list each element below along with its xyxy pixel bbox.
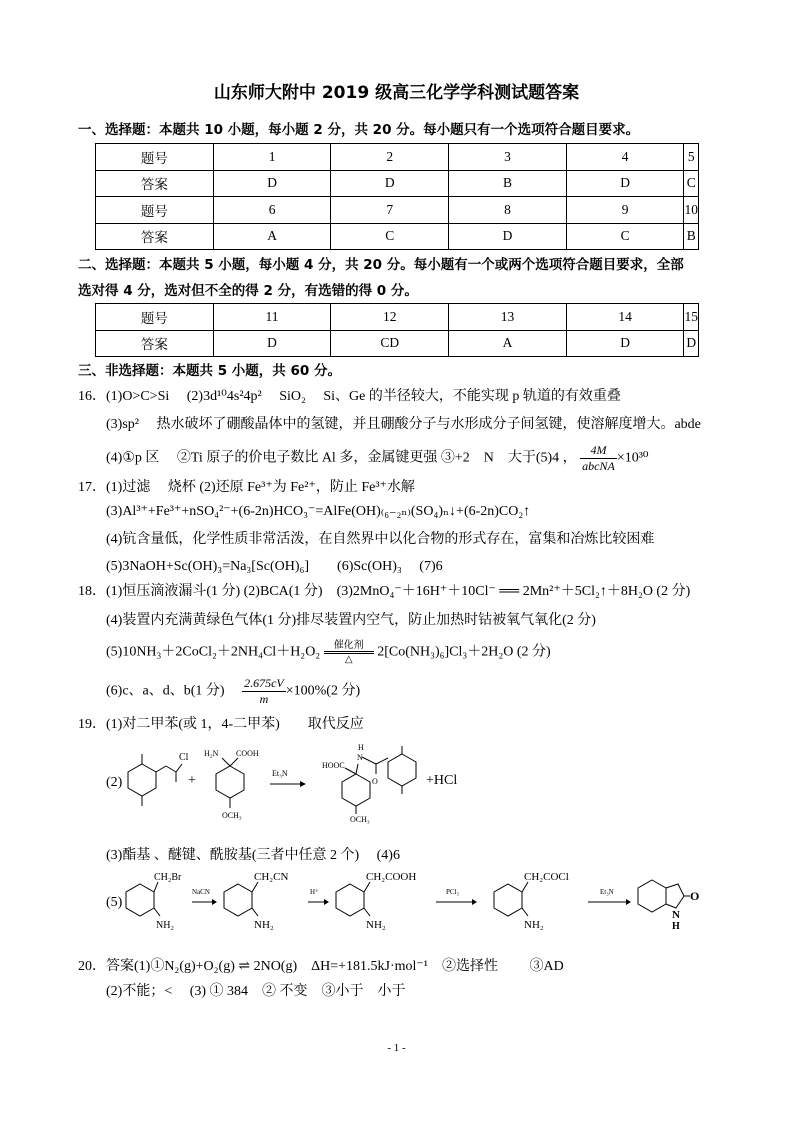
answer-cell: D bbox=[213, 330, 331, 357]
ring-3 bbox=[336, 884, 364, 916]
carbonyl-o-label: O bbox=[372, 777, 378, 786]
chain-bond bbox=[156, 766, 166, 772]
ring-1 bbox=[126, 884, 154, 916]
ch2br-label: CH₂Br bbox=[154, 872, 182, 883]
section-2-heading-line1: 二、选择题：本题共 5 小题，每小题 4 分，共 20 分。每小题有一个或两个选项符合题目要求，全部 bbox=[78, 257, 684, 273]
q18-catalyst-label: 催化剂 bbox=[333, 640, 364, 651]
arrow-3-head bbox=[472, 899, 477, 905]
q19-r2-label: (2) bbox=[106, 775, 123, 790]
nacn-label: NaCN bbox=[192, 888, 210, 896]
q19-synthesis-route bbox=[100, 866, 700, 936]
q18-frac-tail: ×100%(2 分) bbox=[285, 683, 361, 699]
chloro-label: Cl bbox=[179, 752, 189, 763]
row-header-cell: 题号 bbox=[96, 197, 214, 224]
q18-frac-numerator: 2.675cV bbox=[244, 676, 284, 690]
q19-reaction-2 bbox=[100, 740, 500, 830]
answer-cell: D bbox=[213, 170, 331, 197]
table-row bbox=[96, 304, 699, 331]
ch2cocl-bond bbox=[522, 882, 528, 892]
q20-line1 bbox=[78, 955, 564, 975]
q18-line1 bbox=[78, 580, 690, 600]
answer-cell: C bbox=[684, 170, 699, 197]
answer-cell: 4 bbox=[566, 144, 684, 171]
product-methoxy: OCH₃ bbox=[350, 815, 370, 824]
answer-cell: 7 bbox=[331, 197, 449, 224]
table-row bbox=[96, 197, 699, 224]
row-header-cell: 答案 bbox=[96, 223, 214, 250]
oxindole-ring bbox=[666, 884, 684, 908]
ch2cooh-label: CH₂COOH bbox=[366, 871, 417, 883]
q19-number: 19． bbox=[78, 717, 106, 732]
section-1-heading: 一、选择题：本题共 10 小题，每小题 2 分，共 20 分。每小题只有一个选项符合题目要求。 bbox=[78, 122, 640, 138]
h-plus-label: H⁺ bbox=[310, 888, 319, 896]
answer-table-1 bbox=[95, 143, 699, 250]
nh2-label-4: NH₂ bbox=[524, 919, 544, 931]
q16-fraction bbox=[580, 443, 617, 474]
q16-line3-text: (4)①p 区 ②Ti 原子的价电子数比 Al 多，金属键更强 ③+2 N 大于(5)4 ， bbox=[106, 450, 577, 466]
answer-cell: 5 bbox=[684, 144, 699, 171]
answer-cell: 3 bbox=[449, 144, 567, 171]
nh2-bond-1 bbox=[154, 908, 160, 916]
q19-r5-label: (5) bbox=[106, 895, 123, 910]
table-row bbox=[96, 144, 699, 171]
q17-line3: (4)钪含量低，化学性质非常活泼，在自然界中以化合物的形式存在，富集和冶炼比较困难 bbox=[106, 532, 655, 547]
q16-line2: (3)sp² 热水破坏了硼酸晶体中的氢键，并且硼酸分子与水形成分子间氢键，使溶解度增大。abde bbox=[106, 417, 701, 432]
answer-cell: C bbox=[566, 223, 684, 250]
answer-cell: A bbox=[449, 330, 567, 357]
nh2-label-1: NH₂ bbox=[156, 920, 174, 931]
q19-line1-text: (1)对二甲苯(或 1，4-二甲苯) 取代反应 bbox=[106, 717, 364, 732]
q16-frac-numerator: 4M bbox=[580, 443, 617, 459]
q18-eq-right: 2[Co(NH₃)₆]Cl₃＋2H₂O (2 分) bbox=[377, 644, 551, 660]
q18-eq-left: (5)10NH₃＋2CoCl₂＋2NH₄Cl＋H₂O₂ bbox=[106, 644, 321, 660]
ring-4 bbox=[494, 884, 522, 916]
nh2-label-3: NH₂ bbox=[366, 919, 386, 931]
q18-heat-label: △ bbox=[344, 654, 353, 665]
q16-frac-denominator: abcNA bbox=[582, 459, 615, 473]
answer-cell: B bbox=[684, 223, 699, 250]
section-3-heading: 三、非选择题：本题共 5 小题，共 60 分。 bbox=[78, 363, 341, 379]
hcl-label: +HCl bbox=[426, 773, 458, 788]
cl-bond bbox=[176, 764, 182, 772]
answer-cell: 13 bbox=[449, 304, 567, 331]
table-row bbox=[96, 330, 699, 357]
nh2-label-2: NH₂ bbox=[254, 919, 274, 931]
row-header-cell: 答案 bbox=[96, 330, 214, 357]
q18-line1-text: (1)恒压滴液漏斗(1 分) (2)BCA(1 分) (3)2MnO₄⁻＋16H⁺＋10Cl⁻ ══ 2Mn²⁺＋5Cl₂↑＋8H₂O (2 分) bbox=[106, 584, 691, 599]
oxindole-h-label: H bbox=[672, 921, 680, 932]
answer-cell: A bbox=[213, 223, 331, 250]
amide-n-label: N bbox=[357, 753, 363, 762]
q16-number: 16． bbox=[78, 389, 106, 404]
row-header-cell: 题号 bbox=[96, 304, 214, 331]
benzene-ring bbox=[128, 764, 156, 796]
q18-line2: (4)装置内充满黄绿色气体(1 分)排尽装置内空气，防止加热时钴被氧气氧化(2 分) bbox=[106, 613, 596, 628]
amine-label: H₂N bbox=[204, 749, 219, 758]
q18-line4 bbox=[106, 676, 360, 707]
answer-table-2 bbox=[95, 303, 699, 357]
answer-cell: 12 bbox=[331, 304, 449, 331]
answer-cell: D bbox=[566, 330, 684, 357]
q19-line1 bbox=[78, 713, 364, 733]
oxindole-n-label: N bbox=[672, 909, 680, 921]
q16-line3 bbox=[106, 443, 649, 474]
arrow-head bbox=[300, 781, 306, 787]
answer-cell: 14 bbox=[566, 304, 684, 331]
amide-h-label: H bbox=[358, 743, 364, 752]
q20-line1-text: 答案(1)①N₂(g)+O₂(g) ⇌ 2NO(g) ΔH=+181.5kJ·mol⁻¹ ②选择性 ③AD bbox=[106, 959, 564, 974]
plus-sign: + bbox=[188, 773, 196, 788]
answer-cell: 6 bbox=[213, 197, 331, 224]
q16-line1-text: (1)O>C>Si (2)3d¹⁰4s²4p² SiO₂ Si、Ge 的半径较大，不能实现 p 轨道的有效重叠 bbox=[106, 389, 621, 404]
nh2-bond-3 bbox=[364, 908, 370, 916]
product-benzene bbox=[388, 754, 416, 786]
row-header-cell: 题号 bbox=[96, 144, 214, 171]
methoxy-label: OCH₃ bbox=[222, 811, 242, 820]
cn-bond bbox=[356, 764, 358, 774]
nh2-bond-2 bbox=[252, 908, 258, 916]
q18-number: 18． bbox=[78, 584, 106, 599]
answer-cell: 9 bbox=[566, 197, 684, 224]
row-header-cell: 答案 bbox=[96, 170, 214, 197]
q20-number: 20． bbox=[78, 959, 106, 974]
c-cooh-bond bbox=[345, 768, 356, 774]
answer-cell: 8 bbox=[449, 197, 567, 224]
table-row bbox=[96, 170, 699, 197]
chain-bond bbox=[166, 766, 176, 772]
q16-frac-tail: ×10³⁰ bbox=[616, 450, 649, 466]
ring-2 bbox=[224, 884, 252, 916]
table-row bbox=[96, 223, 699, 250]
q18-line4-text: (6)c、a、d、b(1 分) bbox=[106, 683, 225, 699]
cooh-bond bbox=[230, 758, 238, 766]
q17-line2: (3)Al³⁺+Fe³⁺+nSO₄²⁻+(6-2n)HCO₃⁻=AlFe(OH)₍₆₋₂ₙ₎(SO₄)ₙ↓+(6-2n)CO₂↑ bbox=[106, 504, 531, 519]
q18-line3 bbox=[106, 640, 551, 665]
q17-line1 bbox=[78, 476, 415, 496]
ch2cn-bond bbox=[252, 882, 258, 892]
q17-number: 17． bbox=[78, 480, 106, 495]
answer-cell: CD bbox=[331, 330, 449, 357]
section-2-heading-line2: 选对得 4 分，选对但不全的得 2 分，有选错的得 0 分。 bbox=[78, 283, 418, 299]
answer-cell: 11 bbox=[213, 304, 331, 331]
carboxyl-label: COOH bbox=[236, 749, 259, 758]
q19-line3: (3)酯基 、醚键、酰胺基(三者中任意 2 个) (4)6 bbox=[106, 848, 400, 863]
nh2-bond bbox=[222, 758, 230, 766]
q18-eq-arrow bbox=[324, 640, 374, 665]
arrow-1-head bbox=[212, 899, 217, 905]
answer-cell: D bbox=[566, 170, 684, 197]
product-cooh-label: HOOC bbox=[322, 761, 345, 770]
page-footer: - 1 - bbox=[387, 1042, 406, 1054]
answer-cell: D bbox=[331, 170, 449, 197]
ch2-bond bbox=[376, 758, 388, 764]
pcl3-label: PCl₃ bbox=[446, 888, 459, 896]
q20-line2: (2)不能；< (3) ① 384 ② 不变 ③小于 小于 bbox=[106, 984, 406, 999]
answer-cell: 2 bbox=[331, 144, 449, 171]
answer-cell: 10 bbox=[684, 197, 699, 224]
q18-fraction bbox=[242, 676, 286, 707]
q17-line4: (5)3NaOH+Sc(OH)₃=Na₃[Sc(OH)₆] (6)Sc(OH)₃ (7)6 bbox=[106, 559, 443, 574]
arrow-4-head bbox=[626, 899, 631, 905]
ch2cooh-bond bbox=[364, 882, 370, 892]
answer-cell: 1 bbox=[213, 144, 331, 171]
ch2cocl-label: CH₂COCl bbox=[524, 871, 569, 883]
oxindole-o-label: O bbox=[690, 889, 700, 903]
nh2-bond-4 bbox=[522, 908, 528, 916]
answer-cell: D bbox=[684, 330, 699, 357]
q17-line1-text: (1)过滤 烧杯 (2)还原 Fe³⁺为 Fe²⁺，防止 Fe³⁺水解 bbox=[106, 480, 415, 495]
amide-bond bbox=[362, 757, 376, 764]
et3n-label: Et₃N bbox=[600, 888, 614, 896]
answer-cell: D bbox=[449, 223, 567, 250]
answer-cell: B bbox=[449, 170, 567, 197]
q16-line1 bbox=[78, 385, 621, 405]
reagent-label: Et₃N bbox=[272, 769, 288, 778]
q18-frac-denominator: m bbox=[259, 692, 269, 706]
cyclohexane-ring bbox=[216, 766, 244, 798]
ch2br-bond bbox=[154, 882, 158, 892]
arrow-2-head bbox=[324, 899, 329, 905]
product-cyclohexane bbox=[342, 774, 370, 806]
answer-cell: 15 bbox=[684, 304, 699, 331]
page-title: 山东师大附中 2019 级高三化学学科测试题答案 bbox=[213, 83, 580, 103]
ch2cn-label: CH₂CN bbox=[254, 871, 289, 883]
answer-cell: C bbox=[331, 223, 449, 250]
oxindole-benzene bbox=[638, 880, 666, 912]
